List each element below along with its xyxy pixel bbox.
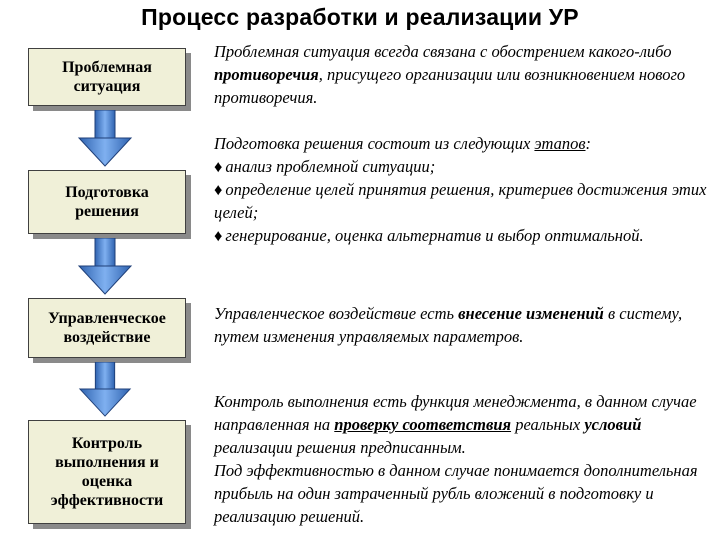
step-label-line: эффективности: [50, 492, 164, 509]
desc-emphasis: внесение изменений: [458, 304, 604, 323]
step-label-line: Проблемная: [62, 59, 152, 76]
desc-text: Проблемная ситуация всегда связана с обострением какого-либо: [214, 42, 672, 61]
desc-emphasis: условий: [584, 415, 642, 434]
desc-text: Под эффективностью в данном случае понимается дополнительная прибыль на один затраченный рубль вложений в подготовку и реализацию решений.: [214, 461, 698, 526]
step-label-line: Подготовка: [65, 184, 149, 201]
down-arrow-icon: [75, 110, 135, 168]
description-impact: [214, 302, 710, 348]
step-label-line: Контроль: [71, 435, 143, 452]
down-arrow-icon: [75, 238, 135, 296]
step-box-impact: [28, 298, 186, 358]
desc-emphasis: проверку соответствия: [334, 415, 512, 434]
step-label-line: выполнения и: [55, 454, 159, 471]
down-arrow-icon: [75, 362, 135, 418]
bullet-icon: ♦: [214, 180, 223, 199]
desc-text: Подготовка решения состоит из следующих: [214, 134, 535, 153]
bullet-icon: ♦: [214, 226, 223, 245]
list-item: генерирование, оценка альтернатив и выбор оптимальной.: [225, 226, 644, 245]
step-label-line: воздействие: [63, 329, 151, 346]
step-label-line: Управленческое: [48, 310, 166, 327]
step-label-line: оценка: [81, 473, 133, 490]
page-title: Процесс разработки и реализации УР: [141, 4, 579, 30]
desc-emphasis: противоречия: [214, 65, 319, 84]
desc-text: Управленческое воздействие есть: [214, 304, 459, 323]
list-item: анализ проблемной ситуации;: [225, 157, 436, 176]
desc-text: реальных: [511, 415, 585, 434]
list-item: определение целей принятия решения, критериев достижения этих целей;: [214, 180, 707, 222]
step-label-line: решения: [75, 203, 139, 220]
step-box-control: [28, 420, 186, 524]
step-box-preparation: [28, 170, 186, 234]
desc-text: Контроль выполнения есть функция менеджмента, в данном случае направленная на: [214, 392, 697, 434]
desc-text: :: [585, 134, 592, 153]
step-box-problem: [28, 48, 186, 106]
desc-text: , присущего организации или возникновением нового противоречия.: [214, 65, 686, 107]
description-preparation: [214, 132, 710, 247]
description-problem: [214, 40, 710, 109]
desc-text: в систему, путем изменения управляемых параметров.: [214, 304, 683, 346]
desc-text: реализации решения предписанным.: [214, 438, 466, 457]
bullet-icon: ♦: [214, 157, 223, 176]
desc-emphasis: этапов: [534, 134, 586, 153]
description-control: [214, 390, 710, 528]
step-label-line: ситуация: [73, 78, 141, 95]
